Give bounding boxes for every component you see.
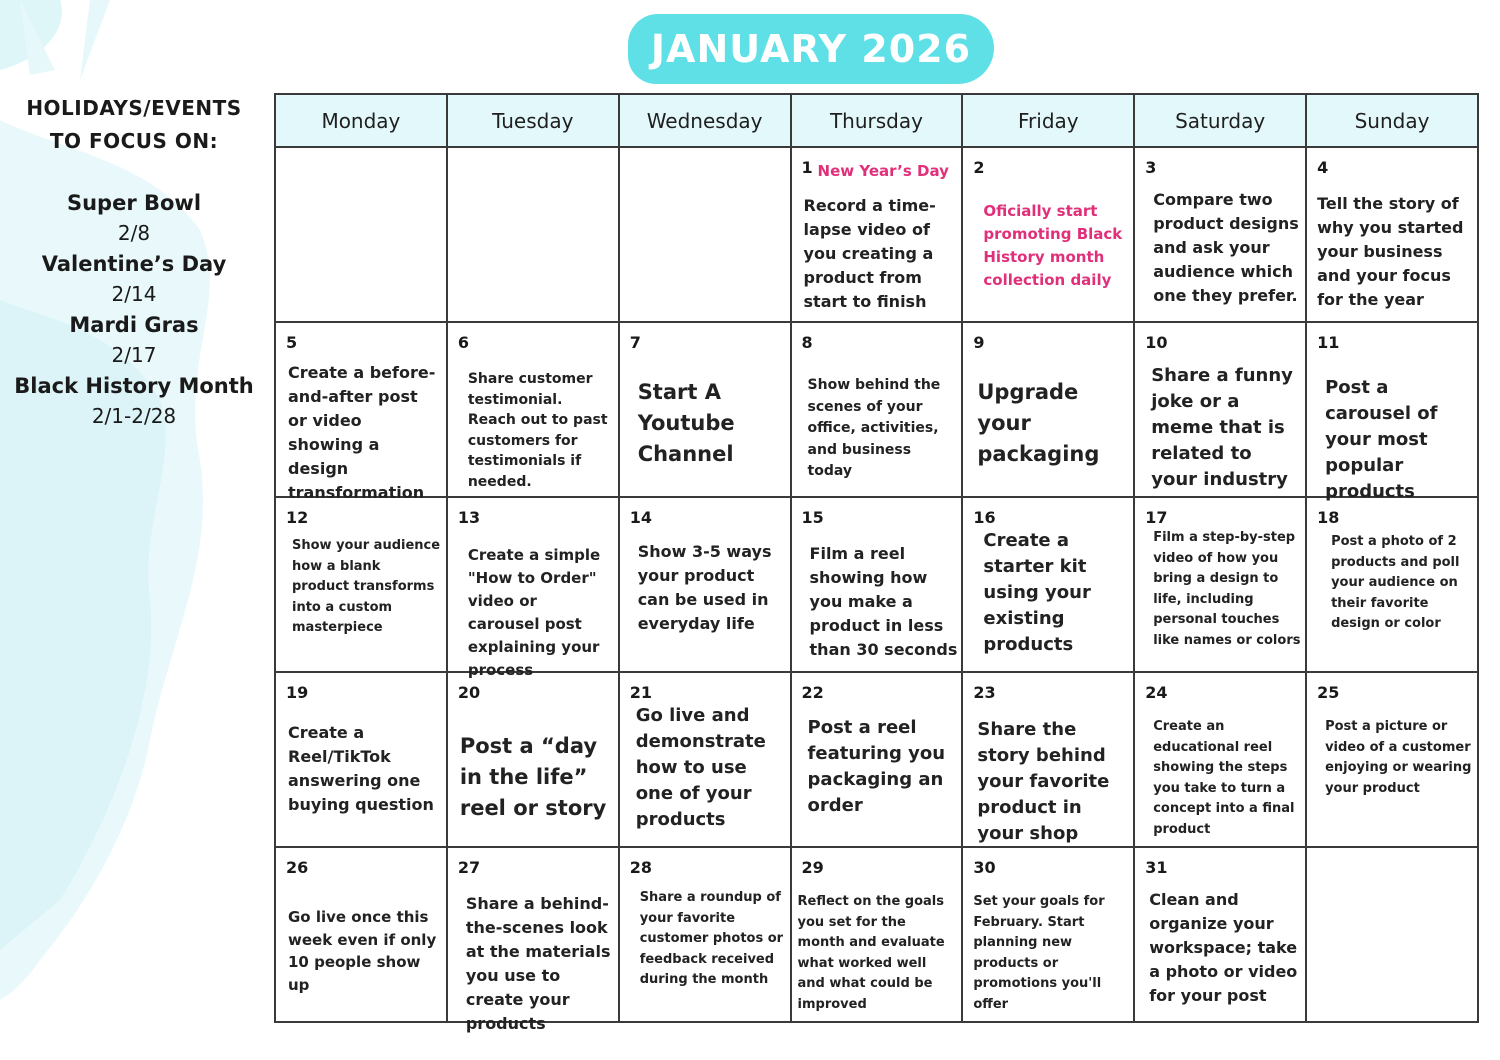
empty-day-cell xyxy=(275,147,447,322)
event-name: Super Bowl xyxy=(66,191,202,215)
day-number: 17 xyxy=(1145,508,1168,527)
day-cell xyxy=(275,847,447,1022)
day-cell xyxy=(791,672,963,847)
day-number: 24 xyxy=(1145,683,1168,702)
day-number: 15 xyxy=(801,508,824,527)
day-cell xyxy=(619,497,791,672)
day-number: 4 xyxy=(1317,158,1329,177)
day-task: Share the story behind your favorite product in your shop xyxy=(977,719,1110,844)
event-date: 2/8 xyxy=(117,221,151,245)
day-cell xyxy=(1134,322,1306,497)
page-title-text: JANUARY 2026 xyxy=(650,27,972,71)
day-number: 21 xyxy=(629,683,652,702)
day-task: Reflect on the goals you set for the month and evaluate what worked well and what could be improved xyxy=(797,894,945,1012)
event-date: 2/1-2/28 xyxy=(91,404,177,428)
event-name: Black History Month xyxy=(14,374,254,398)
day-cell xyxy=(962,847,1134,1022)
day-cell xyxy=(1134,847,1306,1022)
day-number: 5 xyxy=(286,333,298,352)
day-number: 9 xyxy=(973,333,985,352)
day-task: Create a Reel/TikTok answering one buying question xyxy=(288,723,434,814)
sidebar-heading-line2: TO FOCUS ON: xyxy=(49,129,219,153)
event-name: Mardi Gras xyxy=(69,313,199,337)
day-number: 28 xyxy=(629,858,652,877)
day-cell xyxy=(447,497,619,679)
day-task: Share a behind-the-scenes look at the materials you use to create your products xyxy=(465,894,611,1033)
day-number: 13 xyxy=(457,508,481,527)
week-row xyxy=(275,497,1478,672)
weekday-header: Monday xyxy=(275,94,447,147)
day-task: Set your goals for February. Start planning new products or promotions you'll offer xyxy=(973,894,1105,1012)
day-task: Post a reel featuring you packaging an order xyxy=(807,717,946,816)
day-cell xyxy=(275,672,447,847)
day-cell xyxy=(791,322,963,497)
day-number: 8 xyxy=(801,333,813,352)
empty-day-cell xyxy=(447,147,619,322)
day-number: 7 xyxy=(629,333,641,352)
day-number: 22 xyxy=(801,683,824,702)
day-task: Create a simple "How to Order" video or carousel post explaining your process xyxy=(467,546,601,679)
weekday-header: Friday xyxy=(962,94,1134,147)
day-cell xyxy=(447,847,619,1033)
day-cell xyxy=(1306,497,1478,672)
day-task: Start A Youtube Channel xyxy=(637,380,735,466)
day-task: Tell the story of why you started your business and your focus for the year xyxy=(1317,194,1464,309)
day-cell xyxy=(791,847,963,1022)
day-cell xyxy=(447,672,619,847)
day-task: Show your audience how a blank product transforms into a custom masterpiece xyxy=(292,538,441,635)
day-task: Post a picture or video of a customer enjoying or wearing your product xyxy=(1325,719,1472,796)
day-number: 25 xyxy=(1317,683,1340,702)
day-number: 23 xyxy=(973,683,996,702)
day-number: 11 xyxy=(1317,333,1340,352)
day-task: Create a starter kit using your existing products xyxy=(983,530,1091,655)
day-number: 20 xyxy=(457,683,481,702)
day-task: Post a “day in the life” reel or story xyxy=(459,734,607,820)
day-task: Film a reel showing how you make a product in less than 30 seconds xyxy=(809,544,958,659)
day-number: 29 xyxy=(801,858,824,877)
event-name: Valentine’s Day xyxy=(41,252,227,276)
day-task: Post a carousel of your most popular products xyxy=(1325,377,1438,502)
weekday-header: Thursday xyxy=(791,94,963,147)
day-cell xyxy=(1134,497,1306,672)
day-task: Post a photo of 2 products and poll your audience on their favorite design or color xyxy=(1331,534,1460,631)
day-task: Go live and demonstrate how to use one of your products xyxy=(635,705,766,830)
week-row xyxy=(275,847,1478,1022)
day-task: Film a step-by-step video of how you bring a design to life, including personal touches like names or colors xyxy=(1153,530,1301,648)
week-row xyxy=(275,147,1478,322)
week-row xyxy=(275,322,1478,497)
day-cell xyxy=(1306,672,1478,847)
holidays-sidebar xyxy=(6,92,262,432)
day-cell xyxy=(1306,322,1478,502)
day-number: 19 xyxy=(286,683,309,702)
day-task: Clean and organize your workspace; take a photo or video for your post xyxy=(1149,890,1298,1005)
calendar-grid xyxy=(274,93,1479,1033)
day-cell xyxy=(619,847,791,1022)
weekday-header: Sunday xyxy=(1306,94,1478,147)
day-cell xyxy=(1134,672,1306,847)
day-task: Share a funny joke or a meme that is related to your industry xyxy=(1151,365,1293,490)
day-cell xyxy=(275,322,447,502)
day-cell xyxy=(962,672,1134,847)
day-cell xyxy=(1134,147,1306,322)
day-task: Upgrade your packaging xyxy=(977,380,1100,466)
day-number: 16 xyxy=(973,508,996,527)
empty-day-cell xyxy=(1306,847,1478,1022)
day-task: Record a time-lapse video of you creating a product from start to finish xyxy=(803,196,936,311)
day-number: 30 xyxy=(973,858,996,877)
day-task: Create a before-and-after post or video showing a design transformation xyxy=(288,363,436,502)
page-title xyxy=(628,14,994,84)
event-list xyxy=(6,188,262,432)
day-task: Create an educational reel showing the steps you take to turn a concept into a final product xyxy=(1153,719,1295,837)
empty-day-cell xyxy=(619,147,791,322)
day-cell xyxy=(962,322,1134,497)
day-number: 14 xyxy=(629,508,652,527)
day-task: Oficially start promoting Black History month collection daily xyxy=(983,202,1123,289)
day-number: 18 xyxy=(1317,508,1340,527)
week-row xyxy=(275,672,1478,847)
event-date: 2/14 xyxy=(111,282,157,306)
day-cell xyxy=(962,147,1134,322)
day-number: 1 xyxy=(801,158,813,177)
day-cell xyxy=(962,497,1134,672)
day-cell xyxy=(1306,147,1478,322)
day-number: 3 xyxy=(1145,158,1157,177)
day-number: 27 xyxy=(457,858,481,877)
weekday-header-row xyxy=(275,94,1478,147)
day-task: Share customer testimonial. Reach out to past customers for testimonials if needed. xyxy=(467,371,608,490)
weekday-header: Saturday xyxy=(1134,94,1306,147)
weekday-header: Tuesday xyxy=(447,94,619,147)
day-task: Show behind the scenes of your office, activities, and business today xyxy=(807,377,941,479)
day-cell xyxy=(447,322,619,497)
weekday-header: Wednesday xyxy=(619,94,791,147)
day-task: Share a roundup of your favorite customer photos or feedback received during the month xyxy=(639,890,784,987)
day-number: 26 xyxy=(286,858,309,877)
day-number: 10 xyxy=(1145,333,1168,352)
day-cell xyxy=(619,672,791,847)
day-cell xyxy=(791,147,963,322)
event-date: 2/17 xyxy=(111,343,157,367)
day-task: Go live once this week even if only 10 people show up xyxy=(288,908,437,994)
day-number: 31 xyxy=(1145,858,1168,877)
day-cell xyxy=(791,497,963,672)
day-number: 2 xyxy=(973,158,985,177)
day-task: Compare two product designs and ask your audience which one they prefer. xyxy=(1153,190,1299,305)
day-cell xyxy=(275,497,447,672)
day-number: 12 xyxy=(286,508,309,527)
sidebar-heading-line1: HOLIDAYS/EVENTS xyxy=(26,96,242,120)
holiday-label: New Year’s Day xyxy=(817,162,949,180)
day-cell xyxy=(619,322,791,497)
day-number: 6 xyxy=(457,333,469,352)
day-task: Show 3-5 ways your product can be used in everyday life xyxy=(637,542,772,633)
